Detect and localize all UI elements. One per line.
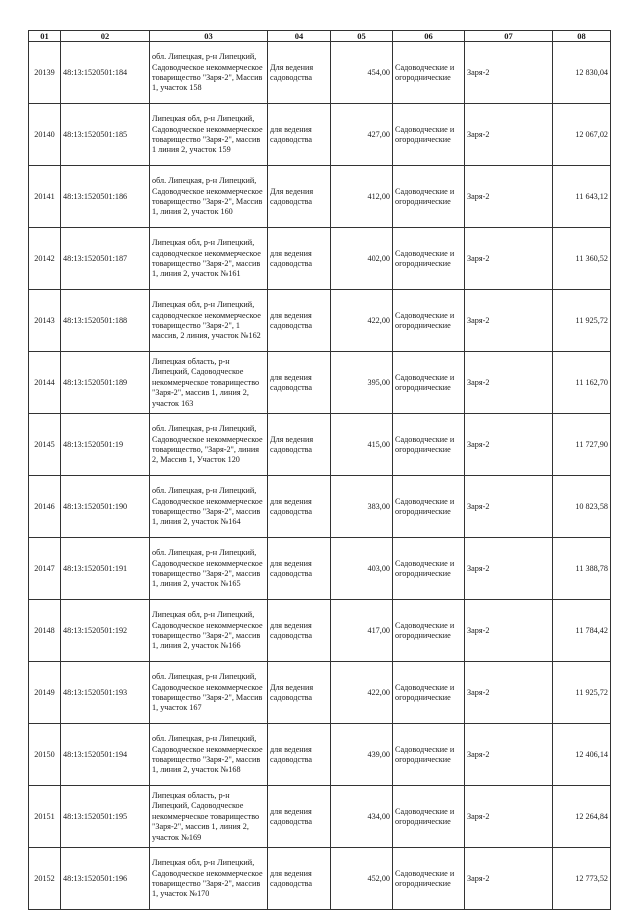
row-number: 20142 [29, 228, 61, 290]
table-row [29, 724, 611, 786]
settlement-name: Заря-2 [465, 228, 553, 290]
row-number: 20145 [29, 414, 61, 476]
area-value: 427,00 [331, 104, 393, 166]
row-number: 20139 [29, 42, 61, 104]
column-header: 01 [29, 31, 61, 42]
table-row [29, 600, 611, 662]
address [150, 414, 268, 476]
area-value: 422,00 [331, 290, 393, 352]
row-number: 20151 [29, 786, 61, 848]
settlement-name: Заря-2 [465, 600, 553, 662]
table-row [29, 538, 611, 600]
address [150, 600, 268, 662]
cadastral-number: 48:13:1520501:184 [61, 42, 150, 104]
address [150, 290, 268, 352]
permitted-use: для ведения садоводства [268, 786, 331, 848]
table-header-row [29, 31, 611, 42]
cadastral-value: 11 643,12 [553, 166, 611, 228]
cadastral-number: 48:13:1520501:195 [61, 786, 150, 848]
area-value: 439,00 [331, 724, 393, 786]
land-category: Садоводческие и огороднические [393, 290, 465, 352]
cadastral-number: 48:13:1520501:196 [61, 848, 150, 910]
land-category: Садоводческие и огороднические [393, 538, 465, 600]
table-row [29, 352, 611, 414]
column-header: 07 [465, 31, 553, 42]
permitted-use: для ведения садоводства [268, 104, 331, 166]
land-category: Садоводческие и огороднические [393, 662, 465, 724]
cadastral-value: 11 360,52 [553, 228, 611, 290]
column-header: 02 [61, 31, 150, 42]
cadastral-number: 48:13:1520501:194 [61, 724, 150, 786]
address-text: Липецкая область, р-н Липецкий, Садоводческое некоммерческое товарищество "Заря-2", массив 1, линия 2, участок 163 [152, 356, 260, 408]
table-row [29, 414, 611, 476]
cadastral-value: 12 773,52 [553, 848, 611, 910]
address [150, 848, 268, 910]
address [150, 786, 268, 848]
cadastral-number: 48:13:1520501:187 [61, 228, 150, 290]
cadastral-value: 11 925,72 [553, 662, 611, 724]
permitted-use: для ведения садоводства [268, 228, 331, 290]
settlement-name: Заря-2 [465, 724, 553, 786]
settlement-name: Заря-2 [465, 476, 553, 538]
address-text: Липецкая обл, р-н Липецкий, садоводческое некоммерческое товарищество "Заря-2", массив 1, линия 2, участок №161 [152, 238, 261, 279]
cadastral-number: 48:13:1520501:185 [61, 104, 150, 166]
land-category: Садоводческие и огороднические [393, 786, 465, 848]
table-row [29, 848, 611, 910]
address-text: обл. Липецкая, р-н Липецкий, Садоводческое некоммерческое товарищество "Заря-2", Массив 1, участок 158 [152, 52, 263, 93]
row-number: 20150 [29, 724, 61, 786]
settlement-name: Заря-2 [465, 42, 553, 104]
land-category: Садоводческие и огороднические [393, 414, 465, 476]
area-value: 412,00 [331, 166, 393, 228]
cadastral-number: 48:13:1520501:19 [61, 414, 150, 476]
column-header: 08 [553, 31, 611, 42]
permitted-use: Для ведения садоводства [268, 414, 331, 476]
cadastral-value: 12 264,84 [553, 786, 611, 848]
cadastral-number: 48:13:1520501:190 [61, 476, 150, 538]
land-category: Садоводческие и огороднические [393, 476, 465, 538]
cadastral-number: 48:13:1520501:188 [61, 290, 150, 352]
address [150, 42, 268, 104]
cadastral-number: 48:13:1520501:191 [61, 538, 150, 600]
area-value: 434,00 [331, 786, 393, 848]
row-number: 20143 [29, 290, 61, 352]
area-value: 417,00 [331, 600, 393, 662]
area-value: 403,00 [331, 538, 393, 600]
area-value: 415,00 [331, 414, 393, 476]
table-row [29, 662, 611, 724]
land-category: Садоводческие и огороднические [393, 42, 465, 104]
column-header: 06 [393, 31, 465, 42]
table-row [29, 42, 611, 104]
settlement-name: Заря-2 [465, 662, 553, 724]
address-text: обл. Липецкая, р-н Липецкий, Садоводческое некоммерческое товарищество "Заря-2", массив 1, линия 2, участок №164 [152, 486, 263, 527]
address-text: обл. Липецкая, р-н Липецкий, Садоводческое некоммерческое товарищество "Заря-2", Массив 1, участок 167 [152, 672, 263, 713]
address [150, 538, 268, 600]
address-text: Липецкая обл, р-н Липецкий, Садоводческое некоммерческое товарищество "Заря-2", массив 1, линия 2, участок №166 [152, 610, 263, 651]
area-value: 422,00 [331, 662, 393, 724]
area-value: 383,00 [331, 476, 393, 538]
cadastral-value: 12 067,02 [553, 104, 611, 166]
land-category: Садоводческие и огороднические [393, 724, 465, 786]
address-text: обл. Липецкая, р-н Липецкий, Садоводческое некоммерческое товарищество, "Заря-2", линия 2, Массив 1, Участок 120 [152, 424, 263, 465]
address [150, 228, 268, 290]
row-number: 20148 [29, 600, 61, 662]
settlement-name: Заря-2 [465, 414, 553, 476]
document-page [28, 30, 610, 910]
cadastral-number: 48:13:1520501:192 [61, 600, 150, 662]
row-number: 20144 [29, 352, 61, 414]
permitted-use: для ведения садоводства [268, 352, 331, 414]
row-number: 20146 [29, 476, 61, 538]
row-number: 20147 [29, 538, 61, 600]
address-text: обл. Липецкая, р-н Липецкий, Садоводческое некоммерческое товарищество "Заря-2", массив 1, линия 2, участок №165 [152, 548, 263, 589]
permitted-use: для ведения садоводства [268, 290, 331, 352]
land-category: Садоводческие и огороднические [393, 848, 465, 910]
address-text: обл. Липецкая, р-н Липецкий, Садоводческое некоммерческое товарищество "Заря-2", Массив 1, линия 2, участок 160 [152, 176, 263, 217]
table-row [29, 228, 611, 290]
cadastral-value: 11 162,70 [553, 352, 611, 414]
area-value: 395,00 [331, 352, 393, 414]
column-header: 03 [150, 31, 268, 42]
permitted-use: для ведения садоводства [268, 538, 331, 600]
table-row [29, 786, 611, 848]
cadastral-number: 48:13:1520501:193 [61, 662, 150, 724]
permitted-use: Для ведения садоводства [268, 42, 331, 104]
cadastral-number: 48:13:1520501:186 [61, 166, 150, 228]
permitted-use: Для ведения садоводства [268, 662, 331, 724]
settlement-name: Заря-2 [465, 538, 553, 600]
permitted-use: для ведения садоводства [268, 848, 331, 910]
cadastral-value: 12 406,14 [553, 724, 611, 786]
address [150, 662, 268, 724]
area-value: 454,00 [331, 42, 393, 104]
table-row [29, 476, 611, 538]
permitted-use: для ведения садоводства [268, 724, 331, 786]
column-header: 04 [268, 31, 331, 42]
land-category: Садоводческие и огороднические [393, 166, 465, 228]
permitted-use: для ведения садоводства [268, 600, 331, 662]
address [150, 352, 268, 414]
land-category: Садоводческие и огороднические [393, 104, 465, 166]
table-row [29, 166, 611, 228]
address-text: обл. Липецкая, р-н Липецкий, Садоводческое некоммерческое товарищество "Заря-2", массив 1, линия 2, участок №168 [152, 734, 263, 775]
settlement-name: Заря-2 [465, 104, 553, 166]
address [150, 724, 268, 786]
land-category: Садоводческие и огороднические [393, 228, 465, 290]
land-plots-table [28, 30, 611, 910]
address-text: Липецкая область, р-н Липецкий, Садоводческое некоммерческое товарищество "Заря-2", массив 1, линия 2, участок №169 [152, 790, 260, 842]
table-row [29, 104, 611, 166]
cadastral-value: 11 388,78 [553, 538, 611, 600]
cadastral-value: 11 727,90 [553, 414, 611, 476]
address [150, 166, 268, 228]
row-number: 20141 [29, 166, 61, 228]
cadastral-number: 48:13:1520501:189 [61, 352, 150, 414]
address-text: Липецкая обл, р-н Липецкий, Садоводческое некоммерческое товарищество "Заря-2", массив 1 линия 2, участок 159 [152, 114, 263, 155]
permitted-use: Для ведения садоводства [268, 166, 331, 228]
address-text: Липецкая обл, р-н Липецкий, садоводческое некоммерческое товарищество "Заря-2", 1 массив, 2 линия, участок №162 [152, 300, 261, 341]
address [150, 476, 268, 538]
area-value: 452,00 [331, 848, 393, 910]
settlement-name: Заря-2 [465, 352, 553, 414]
land-category: Садоводческие и огороднические [393, 600, 465, 662]
area-value: 402,00 [331, 228, 393, 290]
column-header: 05 [331, 31, 393, 42]
settlement-name: Заря-2 [465, 290, 553, 352]
cadastral-value: 11 925,72 [553, 290, 611, 352]
row-number: 20140 [29, 104, 61, 166]
table-row [29, 290, 611, 352]
settlement-name: Заря-2 [465, 166, 553, 228]
cadastral-value: 10 823,58 [553, 476, 611, 538]
permitted-use: для ведения садоводства [268, 476, 331, 538]
row-number: 20149 [29, 662, 61, 724]
settlement-name: Заря-2 [465, 786, 553, 848]
cadastral-value: 11 784,42 [553, 600, 611, 662]
land-category: Садоводческие и огороднические [393, 352, 465, 414]
address [150, 104, 268, 166]
settlement-name: Заря-2 [465, 848, 553, 910]
cadastral-value: 12 830,04 [553, 42, 611, 104]
row-number: 20152 [29, 848, 61, 910]
address-text: Липецкая обл, р-н Липецкий, Садоводческое некоммерческое товарищество "Заря-2", массив 1, участок №170 [152, 858, 263, 899]
